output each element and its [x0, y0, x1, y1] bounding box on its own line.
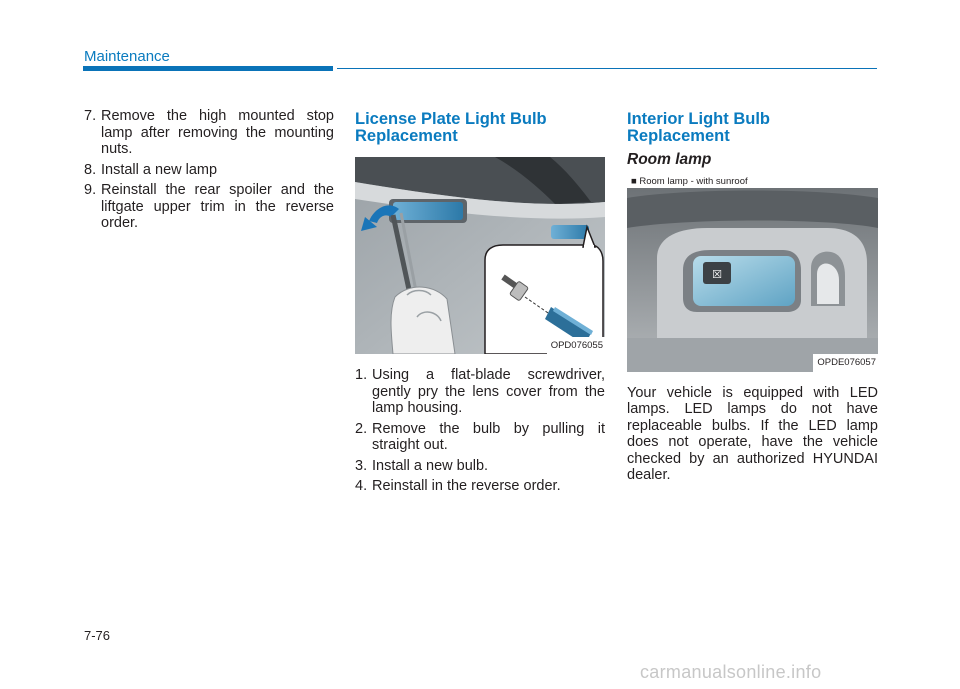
- step-number: 9.: [84, 182, 97, 198]
- step-number: 4.: [355, 478, 368, 494]
- heading-line: Replacement: [355, 126, 458, 145]
- list-item: [355, 458, 605, 475]
- list-item: [84, 162, 334, 179]
- license-plate-heading: [355, 111, 605, 144]
- step-text: Install a new bulb.: [372, 457, 489, 474]
- room-lamp-subheading: Room lamp: [627, 151, 712, 168]
- step-text: Remove the high mounted stop lamp after removing the mounting nuts.: [101, 108, 334, 157]
- led-lamp-note: Your vehicle is equipped with LED lamps. LED lamps do not have replaceable bulbs. If the LED lamp does not operate, have the vehicle checked by an authorized HYUNDAI dealer.: [627, 384, 878, 483]
- step-number: 8.: [84, 161, 97, 178]
- page-number: 7-76: [84, 628, 111, 643]
- step-text: Reinstall in the reverse order.: [372, 478, 561, 494]
- column-license-plate: [355, 108, 605, 499]
- list-item: [84, 108, 334, 158]
- license-lamp-illustration: [355, 157, 605, 354]
- step-list: [355, 367, 605, 495]
- step-number: 3.: [355, 457, 368, 474]
- heading-line: License Plate Light Bulb: [355, 110, 547, 128]
- column-continued-steps: [84, 108, 334, 236]
- list-item: [355, 478, 605, 495]
- step-text: Install a new lamp: [101, 161, 218, 178]
- header-rule-thick: [83, 66, 333, 71]
- figure-code: OPD076055: [547, 337, 605, 355]
- watermark: carmanualsonline.info: [640, 662, 822, 682]
- list-item: [84, 182, 334, 232]
- step-number: 2.: [355, 420, 368, 437]
- column-interior-light: [627, 108, 878, 484]
- header-rule-thin: [337, 68, 877, 69]
- room-lamp-photo: [627, 175, 878, 372]
- interior-light-heading: [627, 111, 878, 144]
- list-item: [355, 367, 605, 417]
- step-text: Using a flat-blade screwdriver, gently pry the lens cover from the lamp housing.: [372, 367, 605, 416]
- heading-line: Replacement: [627, 126, 730, 145]
- license-plate-light-photo: [355, 157, 605, 354]
- room-lamp-illustration: [627, 188, 878, 372]
- heading-line: Interior Light Bulb: [627, 110, 770, 128]
- figure-code: OPDE076057: [813, 354, 878, 372]
- step-number: 1.: [355, 367, 368, 383]
- lamp-icon: ☒: [712, 267, 722, 281]
- step-text: Reinstall the rear spoiler and the liftgate upper trim in the reverse order.: [101, 182, 334, 231]
- figure-caption: ■ Room lamp - with sunroof: [627, 175, 878, 188]
- step-list: [84, 108, 334, 232]
- section-title: Maintenance: [84, 48, 170, 65]
- step-text: Remove the bulb by pulling it straight out.: [372, 420, 605, 453]
- step-number: 7.: [84, 108, 97, 124]
- list-item: [355, 421, 605, 454]
